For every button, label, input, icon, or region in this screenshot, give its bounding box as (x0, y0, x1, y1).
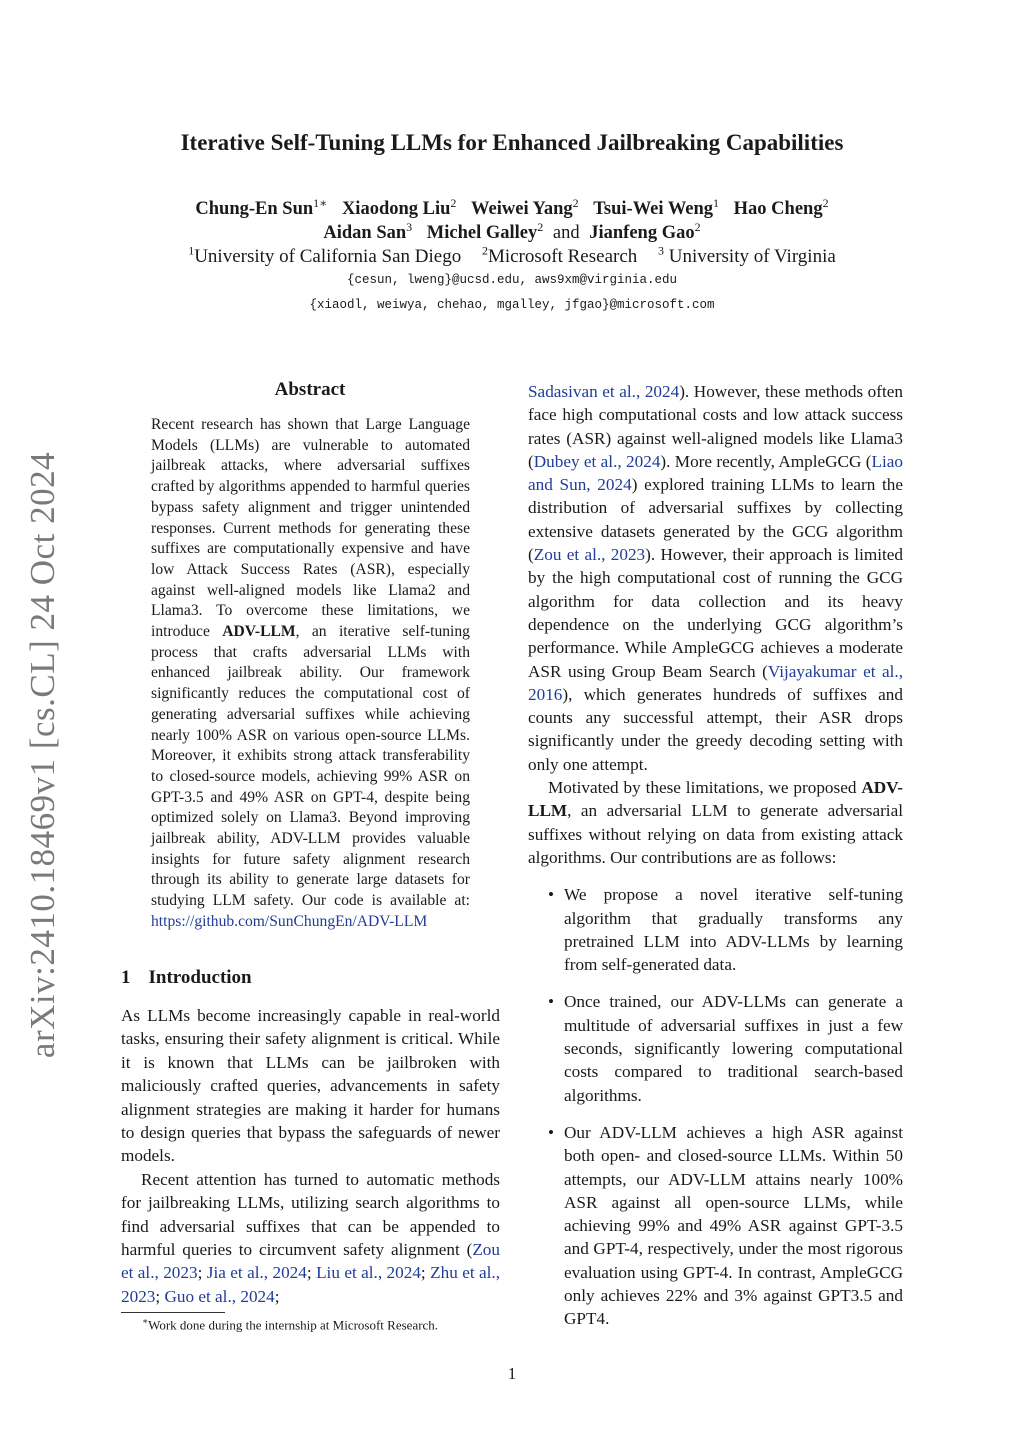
email-line: {xiaodl, weiwya, chehao, mgalley, jfgao}@microsoft.com (309, 298, 715, 312)
citation[interactable]: Liu et al., 2024 (316, 1263, 421, 1283)
section-title: Introduction (148, 967, 252, 988)
and-word: and (552, 223, 580, 244)
list-item: • Once trained, our ADV-LLMs can generate a multitude of adversarial suffixes in just a few seconds, significantly lowering computational costs compared to traditional search-based algorithms. (548, 992, 903, 1105)
citation[interactable]: Dubey et al., 2024 (533, 451, 661, 471)
author: Weiwei Yang$^2$ (471, 196, 579, 220)
author: Michel Galley$^2$ (426, 220, 544, 244)
citation[interactable]: Vijayakumar et al., 2016 (528, 661, 903, 704)
page-number: 1 (507, 1364, 517, 1383)
right-paragraph-1: Sadasivan et al., 2024). However, these methods often face high computational costs and low attack success rates (ASR) against well-aligned models like Llama3 (Dubey et al., 2024). More recently, AmpleGCG (Liao and Sun, 2024) explored training LLMs to learn the distribution of adversarial suffixes by collecting extensive datasets generated by the GCG algorithm (Zou et al., 2023). However, their approach is limited by the high computational cost of running the GCG algorithm for data collection and its heavy dependence on the underlying GCG algorithm’s performance. While AmpleGCG achieves a moderate ASR using Group Beam Search (Vijayakumar et al., 2016), which generates hundreds of suffixes and counts any successful attempt, their ASR drops significantly under the greedy decoding setting with only one attempt. (528, 382, 904, 774)
section-number: 1 (121, 967, 131, 988)
list-item: • Our ADV-LLM achieves a high ASR against both open- and closed-source LLMs. Within 50 attempts, our ADV-LLM attains nearly 100% ASR against all open-source LLMs, while achieving 99% and 49% ASR against GPT-3.5 and GPT-4, respectively, under the most rigorous evaluation using GPT-4. In contrast, AmpleGCG only achieves 22% and 3% against GPT3.5 and GPT4. (548, 1122, 903, 1329)
citation[interactable]: Jia et al., 2024 (206, 1263, 307, 1283)
bullet: • (548, 885, 555, 905)
affiliation: $^1$University of California San Diego (188, 244, 462, 268)
citation[interactable]: Zou et al., 2023 (533, 545, 646, 565)
right-paragraph-2: Motivated by these limitations, we proposed ADV-LLM, an adversarial LLM to generate adversarial suffixes without relying on data from existing attack algorithms. Our contributions are as follows: (528, 778, 903, 867)
author: Chung-En Sun$^{1∗}$ (195, 196, 328, 220)
intro-paragraph-2: Recent attention has turned to automatic methods for jailbreaking LLMs, utilizing search algorithms to find adversarial suffixes that can be appended to harmful queries to circumvent safety alignment (Zou et al., 2023; Jia et al., 2024; Liu et al., 2024; Zhu et al., 2023; Guo et al., 2024; (121, 1169, 501, 1306)
code-link[interactable]: https://github.com/SunChungEn/ADV-LLM (151, 912, 428, 930)
citation[interactable]: Zou et al., 2023 (121, 1240, 500, 1283)
author-row-1 (0, 196, 1024, 220)
adv-llm-term: ADV-LLM (222, 623, 296, 641)
arxiv-sidebar (8, 451, 78, 1059)
list-item: • We propose a novel iterative self-tuning algorithm that gradually transforms any pretrained LLM into ADV-LLMs by learning from self-generated data. (548, 885, 903, 975)
author: Aidan San$^3$ (323, 220, 413, 244)
footnote: ∗Work done during the internship at Microsoft Research. (142, 1316, 439, 1333)
citation[interactable]: Zhu et al., 2023 (121, 1263, 501, 1306)
abstract-heading: Abstract (274, 379, 346, 400)
intro-paragraph-1: As LLMs become increasingly capable in real-world tasks, ensuring their safety alignment is critical. While it is known that LLMs can be jailbroken with maliciously crafted queries, advancements in safety alignment strategies are making it harder for humans to design queries that bypass the safeguards of newer models. (121, 1006, 500, 1166)
bullet: • (548, 1122, 555, 1142)
footnote-rule (121, 1312, 225, 1313)
email-line: {cesun, lweng}@ucsd.edu, aws9xm@virginia.edu (346, 273, 678, 287)
section-heading-introduction (121, 967, 252, 989)
author: Tsui-Wei Weng$^1$ (593, 196, 720, 220)
right-column (528, 380, 903, 1345)
citation[interactable]: Guo et al., 2024 (164, 1286, 275, 1306)
author: Hao Cheng$^2$ (733, 196, 829, 220)
adv-llm-term: ADV-LLM (528, 778, 903, 821)
contributions-list (528, 883, 903, 1330)
author: Jianfeng Gao$^2$ (589, 220, 701, 244)
affiliations (0, 244, 1024, 268)
citation[interactable]: Liao and Sun, 2024 (528, 451, 903, 495)
author-row-2 (0, 220, 1024, 244)
affiliation: $^2$Microsoft Research (481, 244, 638, 268)
affiliation: $^3$ University of Virginia (658, 244, 836, 268)
bullet: • (548, 992, 555, 1012)
author: Xiaodong Liu$^2$ (341, 196, 457, 220)
arxiv-identifier: arXiv:2410.18469v1 [cs.CL] 24 Oct 2024 (23, 451, 63, 1059)
left-column (121, 1004, 500, 1308)
abstract-body: Recent research has shown that Large Language Models (LLMs) are vulnerable to automated jailbreak attacks, where adversarial suffixes crafted by algorithms appended to harmful queries bypass safety alignment and trigger unintended responses. Current methods for generating these suffixes are computationally expensive and have low Attack Success Rates (ASR), especially against well-aligned models like Llama2 and Llama3. To overcome these limitations, we introduce ADV-LLM, an iterative self-tuning process that crafts adversarial LLMs with enhanced jailbreak ability. Our framework significantly reduces the computational cost of generating adversarial suffixes while achieving nearly 100% ASR on various open-source LLMs. Moreover, it exhibits strong attack transferability to closed-source models, achieving 99% ASR on GPT-3.5 and 49% ASR on GPT-4, despite being optimized solely on Llama3. Beyond improving jailbreak ability, ADV-LLM provides valuable insights for future safety alignment research through its ability to generate large datasets for studying LLM safety. Our code is available at: https://github.com/SunChungEn/ADV-LLM (151, 416, 470, 930)
paper-title: Iterative Self-Tuning LLMs for Enhanced Jailbreaking Capabilities (180, 130, 844, 155)
citation[interactable]: Sadasivan et al., 2024 (528, 382, 680, 401)
